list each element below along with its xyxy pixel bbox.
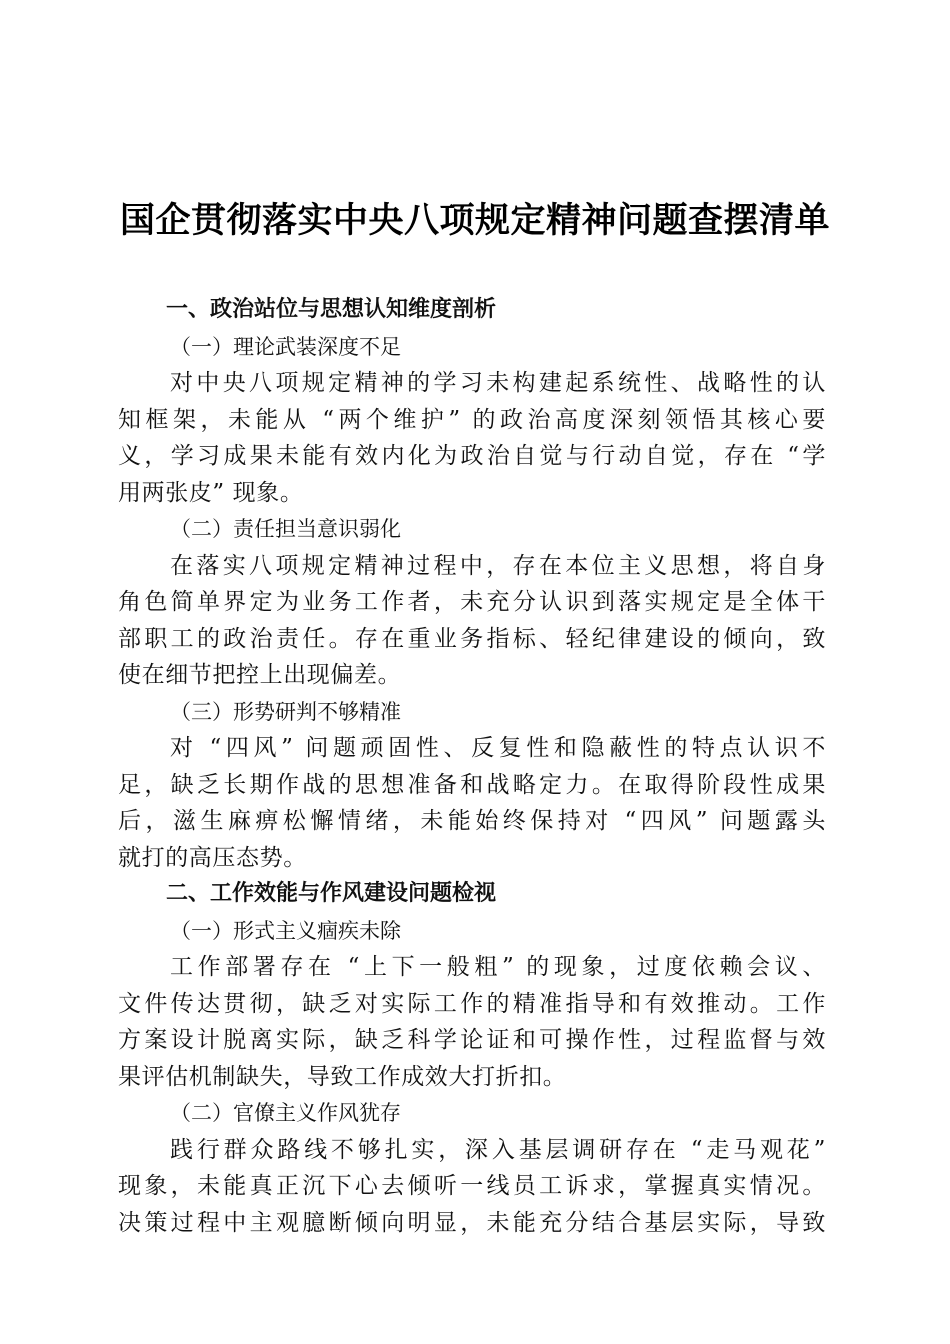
paragraph-line: 义，学习成果未能有效内化为政治自觉与行动自觉，存在 “学 [118, 443, 826, 469]
paragraph-line: 决策过程中主观臆断倾向明显，未能充分结合基层实际，导致 [118, 1209, 826, 1236]
subsection-heading: （一）理论武装深度不足 [170, 334, 401, 359]
paragraph-line: 在落实八项规定精神过程中，存在本位主义思想，将自身 [170, 552, 826, 579]
paragraph-line: 方案设计脱离实际，缺乏科学论证和可操作性，过程监督与效 [118, 1027, 826, 1053]
section-heading: 一、政治站位与思想认知维度剖析 [166, 297, 497, 322]
paragraph-line: 对 “四风” 问题顽固性、反复性和隐蔽性的特点认识不 [170, 735, 826, 761]
paragraph-line: 践行群众路线不够扎实，深入基层调研存在 “走马观花” [170, 1136, 826, 1163]
paragraph-line: 用两张皮” 现象。 [118, 479, 304, 506]
paragraph-line: 就打的高压态势。 [118, 844, 307, 871]
document-body [118, 292, 826, 1241]
paragraph-line: 角色简单界定为业务工作者，未充分认识到落实规定是全体干 [118, 589, 826, 615]
paragraph-line: 果评估机制缺失，导致工作成效大打折扣。 [118, 1063, 567, 1090]
paragraph-line: 现象，未能真正沉下心去倾听一线员工诉求，掌握真实情况。 [118, 1173, 826, 1199]
subsection-heading: （二）官僚主义作风犹存 [170, 1101, 401, 1125]
paragraph-line: 工作部署存在 “上下一般粗” 的现象，过度依赖会议、 [170, 954, 826, 980]
paragraph-line: 知框架，未能从 “两个维护” 的政治高度深刻领悟其核心要 [118, 406, 826, 433]
paragraph-line: 足，缺乏长期作战的思想准备和战略定力。在取得阶段性成果 [118, 771, 826, 798]
subsection-heading: （三）形势研判不够精准 [170, 699, 401, 724]
paragraph-line: 使在细节把控上出现偏差。 [118, 662, 402, 688]
subsection-heading: （一）形式主义痼疾未除 [170, 918, 401, 943]
paragraph-line: 后，滋生麻痹松懈情绪，未能始终保持对 “四风” 问题露头 [118, 808, 826, 834]
document-title: 国企贯彻落实中央八项规定精神问题查摆清单 [119, 200, 830, 241]
section-heading: 二、工作效能与作风建设问题检视 [166, 881, 497, 906]
paragraph-line: 对中央八项规定精神的学习未构建起系统性、战略性的认 [170, 370, 826, 396]
paragraph-line: 文件传达贯彻，缺乏对实际工作的精准指导和有效推动。工作 [118, 990, 826, 1017]
paragraph-line: 部职工的政治责任。存在重业务指标、轻纪律建设的倾向，致 [118, 625, 826, 652]
subsection-heading: （二）责任担当意识弱化 [170, 517, 401, 541]
